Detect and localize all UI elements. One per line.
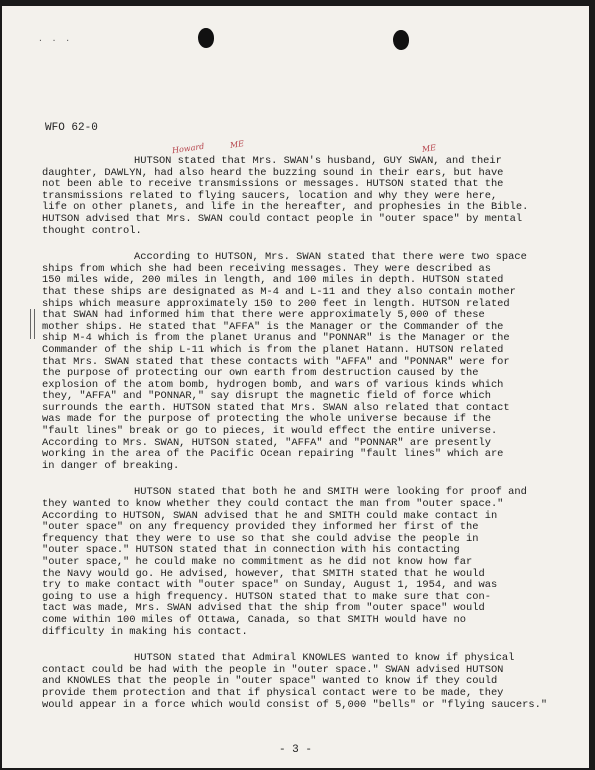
scan-specks: · · ·	[38, 36, 73, 45]
punch-hole-right	[393, 30, 409, 50]
page-number: - 3 -	[278, 744, 312, 756]
punch-hole-left	[198, 28, 214, 48]
paragraph-1: HUTSON stated that Mrs. SWAN's husband, GUY SWAN, and their daughter, DAWLYN, had also heard the buzzing sound in their ears, but have not been able to receive transmissions or messages. HUTSON stated that the transmissions related to flying saucers, location and why they were here, life on other planets, and life in the hereafter, and prophesies in the Bible. HUTSON advised that Mrs. SWAN could contact people in "outer space" by mental thought control.	[42, 155, 529, 237]
handwritten-mark: ME	[229, 139, 245, 150]
file-number: WFO 62-0	[45, 122, 98, 134]
paragraph-2: According to HUTSON, Mrs. SWAN stated that there were two space ships from which she had been receiving messages. They were described as 150 miles wide, 200 miles in length, and 100 miles in depth. HUTSON stated that these ships are designated as M-4 and L-11 and they also contain mother ships which measure approximately 150 to 200 feet in length. HUTSON related that SWAN had informed him that there were approximately 5,000 of these mother ships. He stated that "AFFA" is the Manager or the Commander of the ship M-4 which is from the planet Uranus and "PONNAR" is the Manager or the Commander of the ship L-11 which is from the planet Hatann. HUTSON related that Mrs. SWAN stated that these contacts with "AFFA" and "PONNAR" were for the purpose of protecting our own earth from destruction caused by the explosion of the atom bomb, hydrogen bomb, and wars of various kinds which they, "AFFA" and "PONNAR," say disrupt the magnetic field of force which surrounds the earth. HUTSON stated that Mrs. SWAN also related that contact was made for the purpose of protecting the whole universe because if the "fault lines" break or go to pieces, it would effect the entire universe. According to Mrs. SWAN, HUTSON stated, "AFFA" and "PONNAR" are presently working in the area of the Pacific Ocean repairing "fault lines" which are in danger of breaking.	[42, 251, 527, 472]
margin-bracket	[30, 309, 35, 339]
handwritten-mark: Howard	[171, 141, 205, 156]
paragraph-4: HUTSON stated that Admiral KNOWLES wanted to know if physical contact could be had with the people in "outer space." SWAN advised HUTSON and KNOWLES that the people in "outer space" wanted to know if they could provide them protection and that if physical contact were to be made, they would appear in a force which would consist of 5,000 "bells" or "flying saucers."	[42, 652, 548, 711]
document-page	[2, 6, 589, 768]
document-body	[42, 156, 570, 726]
handwritten-mark: ME	[421, 143, 437, 154]
paragraph-3: HUTSON stated that both he and SMITH were looking for proof and they wanted to know whether they could contact the man from "outer space." According to HUTSON, SWAN advised that he and SMITH could make contact in "outer space" on any frequency provided they informed her first of the frequency that they were to use so that she could advise the people in "outer space." HUTSON stated that in connection with his contacting "outer space," he could make no commitment as he did not know how far the Navy would go. He advised, however, that SMITH stated that he would try to make contact with "outer space" on Sunday, August 1, 1954, and was going to use a high frequency. HUTSON stated that to make sure that con- tact was made, Mrs. SWAN advised that the ship from "outer space" would come within 100 miles of Ottawa, Canada, so that SMITH would have no difficulty in making his contact.	[42, 486, 527, 638]
